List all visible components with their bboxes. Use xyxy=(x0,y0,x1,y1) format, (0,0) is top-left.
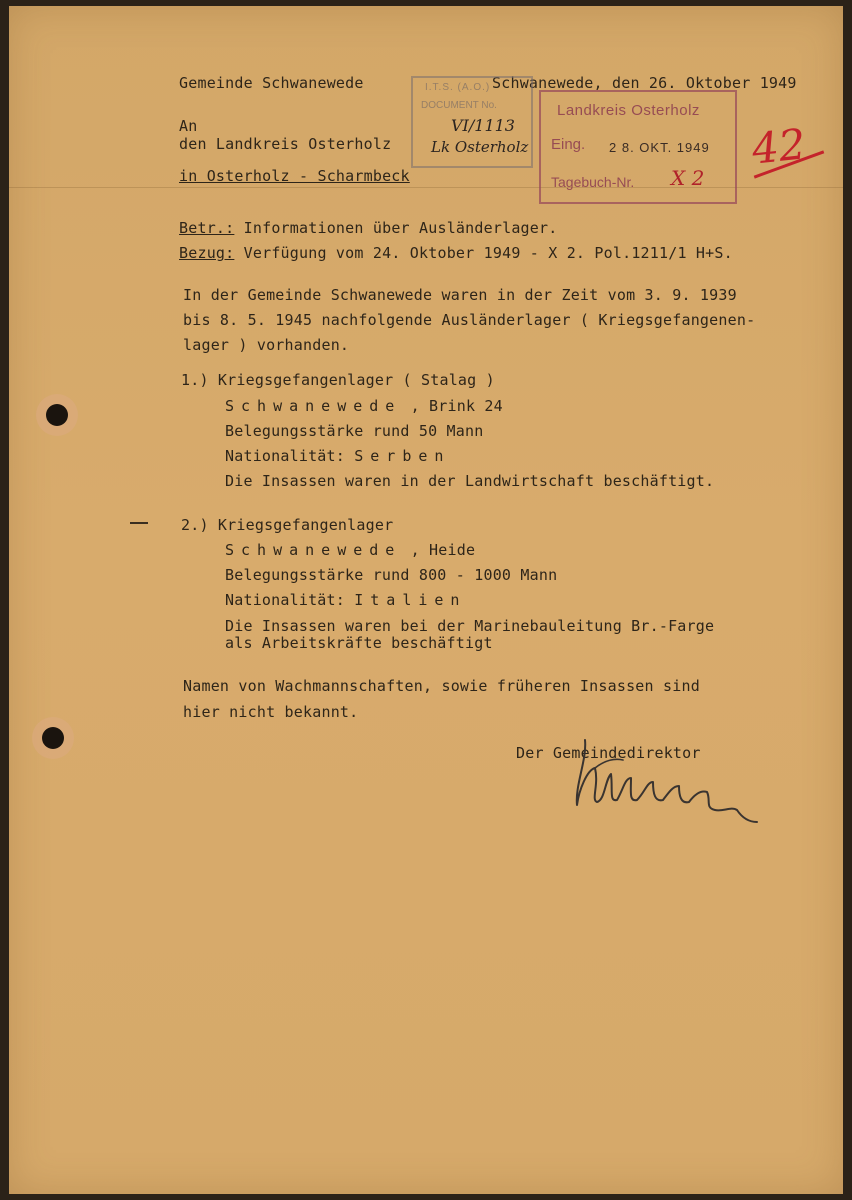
camp2-nat-label: Nationalität: xyxy=(225,591,355,609)
camp1-place-name: Schwanewede xyxy=(225,397,402,415)
handwritten-signature xyxy=(565,730,775,840)
stamp-lk-date: 2 8. OKT. 1949 xyxy=(609,140,710,155)
subject-betr xyxy=(179,219,557,237)
recipient-line-1: An xyxy=(179,117,198,135)
recipient-line-3: in Osterholz - Scharmbeck xyxy=(179,167,410,185)
recipient-line-2: den Landkreis Osterholz xyxy=(179,135,392,153)
camp1-place xyxy=(225,397,503,415)
punch-hole-top xyxy=(46,404,68,426)
document-number-stamp xyxy=(411,76,533,168)
camp1-work: Die Insassen waren in der Landwirtschaft beschäftigt. xyxy=(225,472,715,490)
stamp-lk-tagebuch-value: X 2 xyxy=(671,166,705,190)
place-date: Schwanewede, den 26. Oktober 1949 xyxy=(492,74,797,92)
camp1-place-rest: , Brink 24 xyxy=(401,397,503,415)
stamp-lk-tagebuch-label: Tagebuch-Nr. xyxy=(551,174,635,190)
camp2-work-2: als Arbeitskräfte beschäftigt xyxy=(225,634,493,652)
camp2-nat-value: Italien xyxy=(354,591,467,609)
subject-bezug xyxy=(179,244,733,262)
camp1-nationality xyxy=(225,447,450,465)
camp2-work-1: Die Insassen waren bei der Marinebauleitung Br.-Farge xyxy=(225,617,715,635)
intro-line-1: In der Gemeinde Schwanewede waren in der Zeit vom 3. 9. 1939 xyxy=(183,286,737,304)
camp2-strength: Belegungsstärke rund 800 - 1000 Mann xyxy=(225,566,558,584)
stamp-doc-label: DOCUMENT No. xyxy=(421,100,497,111)
stamp-doc-number: VI/1113 xyxy=(451,116,515,135)
camp2-heading: 2.) Kriegsgefangenlager xyxy=(181,516,394,534)
bezug-label: Bezug: xyxy=(179,244,235,262)
camp2-place xyxy=(225,541,475,559)
stamp-doc-header: I.T.S. (A.O.) xyxy=(425,82,491,93)
betr-text: Informationen über Ausländerlager. xyxy=(234,219,558,237)
punch-hole-bottom xyxy=(42,727,64,749)
stamp-lk-title: Landkreis Osterholz xyxy=(557,102,700,119)
camp2-place-name: Schwanewede xyxy=(225,541,402,559)
intro-line-2: bis 8. 5. 1945 nachfolgende Ausländerlager ( Kriegsgefangenen- xyxy=(183,311,756,329)
camp1-nat-value: Serben xyxy=(354,447,451,465)
camp2-place-rest: , Heide xyxy=(401,541,476,559)
camp1-nat-label: Nationalität: xyxy=(225,447,355,465)
betr-label: Betr.: xyxy=(179,219,235,237)
landkreis-receipt-stamp xyxy=(539,90,737,204)
stamp-lk-eing-label: Eing. xyxy=(551,136,586,153)
camp1-strength: Belegungsstärke rund 50 Mann xyxy=(225,422,484,440)
closing-line-1: Namen von Wachmannschaften, sowie früheren Insassen sind xyxy=(183,677,700,695)
camp2-nationality xyxy=(225,591,466,609)
signatory-title: Der Gemeindedirektor xyxy=(516,744,701,762)
sender-name: Gemeinde Schwanewede xyxy=(179,74,364,92)
bezug-text: Verfügung vom 24. Oktober 1949 - X 2. Pol.1211/1 H+S. xyxy=(234,244,733,262)
margin-dash-mark xyxy=(130,522,148,524)
closing-line-2: hier nicht bekannt. xyxy=(183,703,359,721)
intro-line-3: lager ) vorhanden. xyxy=(183,336,350,354)
red-page-number: 42 xyxy=(749,119,808,174)
stamp-doc-handwriting: Lk Osterholz xyxy=(431,138,529,156)
camp1-heading: 1.) Kriegsgefangenlager ( Stalag ) xyxy=(181,371,495,389)
